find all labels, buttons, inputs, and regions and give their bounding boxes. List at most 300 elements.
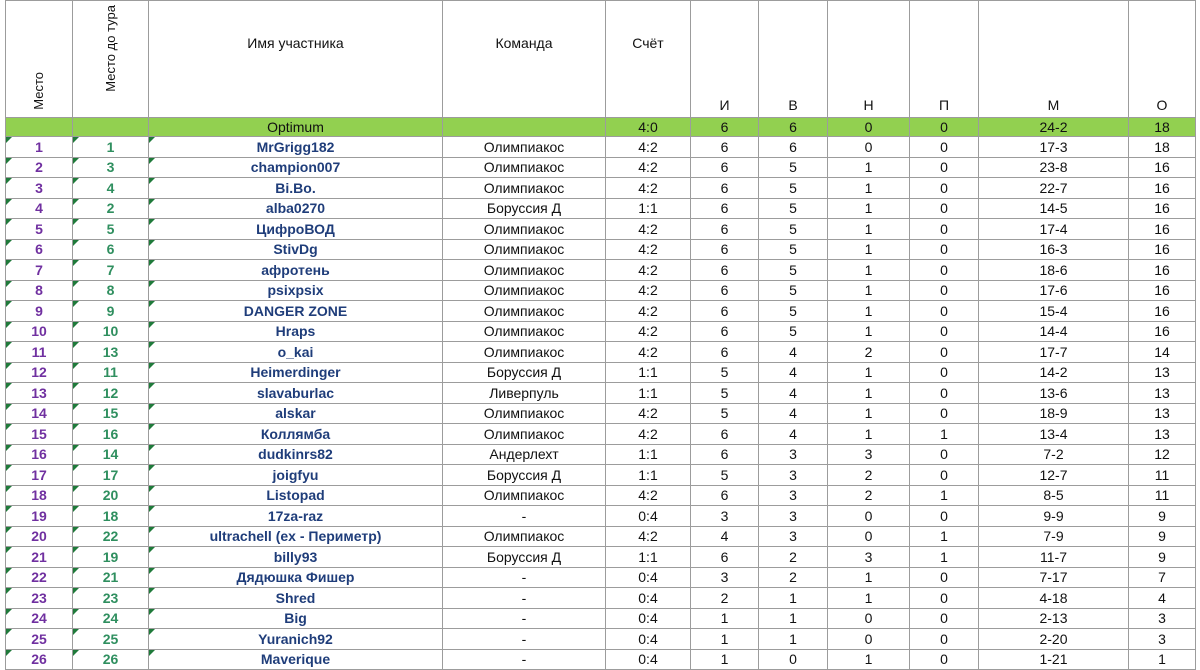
cell-score: 4:2 xyxy=(606,137,691,158)
cell-won: 4 xyxy=(759,342,828,363)
cell-prev-place: 13 xyxy=(73,342,149,363)
cell-won: 4 xyxy=(759,424,828,445)
cell-name: Yuranich92 xyxy=(149,629,443,650)
cell-points: 16 xyxy=(1129,321,1196,342)
cell-drawn: 1 xyxy=(828,239,910,260)
cell-lost: 0 xyxy=(910,629,979,650)
optimum-goals: 24-2 xyxy=(979,118,1129,137)
cell-place: 24 xyxy=(6,608,73,629)
cell-drawn: 3 xyxy=(828,547,910,568)
cell-played: 6 xyxy=(691,321,759,342)
cell-played: 6 xyxy=(691,485,759,506)
cell-points: 13 xyxy=(1129,403,1196,424)
cell-won: 2 xyxy=(759,547,828,568)
cell-place: 2 xyxy=(6,157,73,178)
cell-team: Олимпиакос xyxy=(443,280,606,301)
cell-name: Hraps xyxy=(149,321,443,342)
optimum-points: 18 xyxy=(1129,118,1196,137)
cell-points: 13 xyxy=(1129,362,1196,383)
cell-score: 4:2 xyxy=(606,260,691,281)
cell-drawn: 1 xyxy=(828,198,910,219)
cell-played: 6 xyxy=(691,301,759,322)
cell-prev-place: 14 xyxy=(73,444,149,465)
cell-won: 3 xyxy=(759,485,828,506)
optimum-row xyxy=(6,118,1196,137)
cell-place: 14 xyxy=(6,403,73,424)
cell-goals: 13-4 xyxy=(979,424,1129,445)
cell-won: 5 xyxy=(759,301,828,322)
cell-prev-place: 23 xyxy=(73,588,149,609)
optimum-lost: 0 xyxy=(910,118,979,137)
cell-place: 15 xyxy=(6,424,73,445)
cell-score: 0:4 xyxy=(606,567,691,588)
cell-place: 9 xyxy=(6,301,73,322)
cell-place: 18 xyxy=(6,485,73,506)
cell-name: 17za-raz xyxy=(149,506,443,527)
cell-points: 4 xyxy=(1129,588,1196,609)
cell-points: 16 xyxy=(1129,260,1196,281)
cell-name: Maverique xyxy=(149,649,443,670)
cell-lost: 1 xyxy=(910,424,979,445)
cell-score: 4:2 xyxy=(606,178,691,199)
cell-name: афротень xyxy=(149,260,443,281)
cell-goals: 12-7 xyxy=(979,465,1129,486)
cell-won: 3 xyxy=(759,506,828,527)
cell-lost: 0 xyxy=(910,403,979,424)
cell-played: 6 xyxy=(691,239,759,260)
cell-team: Боруссия Д xyxy=(443,362,606,383)
cell-goals: 2-13 xyxy=(979,608,1129,629)
header-won: В xyxy=(759,1,828,118)
cell-drawn: 0 xyxy=(828,137,910,158)
cell-won: 3 xyxy=(759,465,828,486)
cell-drawn: 1 xyxy=(828,649,910,670)
standings-table xyxy=(5,0,1196,670)
cell-prev-place: 20 xyxy=(73,485,149,506)
cell-name: Shred xyxy=(149,588,443,609)
cell-won: 6 xyxy=(759,137,828,158)
cell-drawn: 1 xyxy=(828,178,910,199)
cell-points: 18 xyxy=(1129,137,1196,158)
cell-points: 16 xyxy=(1129,157,1196,178)
cell-prev-place: 25 xyxy=(73,629,149,650)
cell-score: 1:1 xyxy=(606,444,691,465)
cell-score: 0:4 xyxy=(606,629,691,650)
cell-prev-place: 1 xyxy=(73,137,149,158)
cell-points: 3 xyxy=(1129,608,1196,629)
cell-score: 4:2 xyxy=(606,424,691,445)
cell-team: Ливерпуль xyxy=(443,383,606,404)
cell-lost: 0 xyxy=(910,239,979,260)
cell-prev-place: 16 xyxy=(73,424,149,445)
cell-played: 5 xyxy=(691,383,759,404)
cell-team: Боруссия Д xyxy=(443,547,606,568)
cell-drawn: 1 xyxy=(828,567,910,588)
cell-lost: 0 xyxy=(910,260,979,281)
cell-lost: 0 xyxy=(910,383,979,404)
cell-score: 4:2 xyxy=(606,239,691,260)
cell-prev-place: 22 xyxy=(73,526,149,547)
cell-won: 5 xyxy=(759,178,828,199)
cell-lost: 0 xyxy=(910,342,979,363)
cell-score: 4:2 xyxy=(606,342,691,363)
cell-score: 0:4 xyxy=(606,608,691,629)
cell-played: 6 xyxy=(691,198,759,219)
cell-played: 3 xyxy=(691,567,759,588)
cell-place: 4 xyxy=(6,198,73,219)
cell-goals: 1-21 xyxy=(979,649,1129,670)
cell-place: 12 xyxy=(6,362,73,383)
header-prev-place: Место до тура xyxy=(73,1,149,118)
cell-drawn: 1 xyxy=(828,588,910,609)
cell-place: 8 xyxy=(6,280,73,301)
cell-played: 6 xyxy=(691,342,759,363)
table-row xyxy=(6,157,1196,178)
cell-won: 5 xyxy=(759,260,828,281)
cell-name: StivDg xyxy=(149,239,443,260)
header-place: Место xyxy=(6,1,73,118)
cell-team: Боруссия Д xyxy=(443,465,606,486)
cell-played: 1 xyxy=(691,649,759,670)
cell-goals: 7-2 xyxy=(979,444,1129,465)
cell-team: - xyxy=(443,629,606,650)
table-row xyxy=(6,301,1196,322)
cell-place: 16 xyxy=(6,444,73,465)
cell-score: 0:4 xyxy=(606,506,691,527)
cell-goals: 17-7 xyxy=(979,342,1129,363)
cell-lost: 0 xyxy=(910,588,979,609)
cell-place: 11 xyxy=(6,342,73,363)
cell-place: 10 xyxy=(6,321,73,342)
table-row xyxy=(6,526,1196,547)
cell-name: dudkinrs82 xyxy=(149,444,443,465)
cell-lost: 0 xyxy=(910,465,979,486)
cell-prev-place: 12 xyxy=(73,383,149,404)
cell-points: 12 xyxy=(1129,444,1196,465)
cell-won: 4 xyxy=(759,383,828,404)
table-row xyxy=(6,608,1196,629)
table-row xyxy=(6,588,1196,609)
cell-score: 4:2 xyxy=(606,157,691,178)
cell-points: 11 xyxy=(1129,485,1196,506)
cell-points: 1 xyxy=(1129,649,1196,670)
cell-points: 13 xyxy=(1129,383,1196,404)
cell-name: slavaburlac xyxy=(149,383,443,404)
cell-drawn: 1 xyxy=(828,301,910,322)
cell-place: 13 xyxy=(6,383,73,404)
cell-prev-place: 4 xyxy=(73,178,149,199)
cell-won: 0 xyxy=(759,649,828,670)
cell-played: 6 xyxy=(691,157,759,178)
cell-team: Боруссия Д xyxy=(443,198,606,219)
cell-name: Bi.Bo. xyxy=(149,178,443,199)
cell-name: DANGER ZONE xyxy=(149,301,443,322)
cell-score: 0:4 xyxy=(606,588,691,609)
cell-played: 6 xyxy=(691,444,759,465)
cell-prev-place: 24 xyxy=(73,608,149,629)
cell-name: alskar xyxy=(149,403,443,424)
cell-team: Олимпиакос xyxy=(443,239,606,260)
cell-prev-place: 3 xyxy=(73,157,149,178)
cell-played: 1 xyxy=(691,629,759,650)
cell-score: 0:4 xyxy=(606,649,691,670)
cell-team: Олимпиакос xyxy=(443,178,606,199)
cell-won: 5 xyxy=(759,157,828,178)
cell-goals: 15-4 xyxy=(979,301,1129,322)
cell-drawn: 0 xyxy=(828,608,910,629)
header-points: О xyxy=(1129,1,1196,118)
cell-team: Олимпиакос xyxy=(443,137,606,158)
cell-points: 9 xyxy=(1129,526,1196,547)
cell-place: 21 xyxy=(6,547,73,568)
cell-goals: 9-9 xyxy=(979,506,1129,527)
cell-prev-place: 9 xyxy=(73,301,149,322)
cell-goals: 14-2 xyxy=(979,362,1129,383)
table-row xyxy=(6,260,1196,281)
table-row xyxy=(6,280,1196,301)
optimum-won: 6 xyxy=(759,118,828,137)
cell-goals: 13-6 xyxy=(979,383,1129,404)
cell-team: Олимпиакос xyxy=(443,301,606,322)
cell-drawn: 1 xyxy=(828,383,910,404)
optimum-place xyxy=(6,118,73,137)
cell-score: 1:1 xyxy=(606,362,691,383)
cell-won: 1 xyxy=(759,608,828,629)
cell-score: 4:2 xyxy=(606,526,691,547)
cell-played: 2 xyxy=(691,588,759,609)
cell-place: 26 xyxy=(6,649,73,670)
cell-lost: 1 xyxy=(910,526,979,547)
cell-lost: 0 xyxy=(910,567,979,588)
cell-lost: 0 xyxy=(910,321,979,342)
cell-played: 6 xyxy=(691,547,759,568)
cell-drawn: 1 xyxy=(828,157,910,178)
cell-name: o_kai xyxy=(149,342,443,363)
table-row xyxy=(6,219,1196,240)
cell-played: 5 xyxy=(691,362,759,383)
cell-played: 6 xyxy=(691,280,759,301)
cell-drawn: 1 xyxy=(828,219,910,240)
cell-score: 4:2 xyxy=(606,321,691,342)
cell-place: 19 xyxy=(6,506,73,527)
cell-won: 5 xyxy=(759,239,828,260)
cell-lost: 0 xyxy=(910,649,979,670)
cell-name: psixpsix xyxy=(149,280,443,301)
cell-drawn: 3 xyxy=(828,444,910,465)
cell-points: 16 xyxy=(1129,239,1196,260)
cell-score: 4:2 xyxy=(606,280,691,301)
cell-score: 1:1 xyxy=(606,383,691,404)
cell-played: 6 xyxy=(691,219,759,240)
cell-won: 5 xyxy=(759,321,828,342)
optimum-drawn: 0 xyxy=(828,118,910,137)
cell-goals: 22-7 xyxy=(979,178,1129,199)
cell-prev-place: 11 xyxy=(73,362,149,383)
cell-team: Олимпиакос xyxy=(443,157,606,178)
cell-won: 1 xyxy=(759,629,828,650)
cell-played: 5 xyxy=(691,465,759,486)
cell-lost: 0 xyxy=(910,178,979,199)
cell-lost: 0 xyxy=(910,280,979,301)
table-row xyxy=(6,403,1196,424)
cell-lost: 0 xyxy=(910,157,979,178)
cell-drawn: 1 xyxy=(828,321,910,342)
cell-name: MrGrigg182 xyxy=(149,137,443,158)
cell-drawn: 2 xyxy=(828,485,910,506)
cell-name: joigfyu xyxy=(149,465,443,486)
cell-goals: 16-3 xyxy=(979,239,1129,260)
cell-drawn: 1 xyxy=(828,424,910,445)
cell-lost: 0 xyxy=(910,608,979,629)
table-row xyxy=(6,362,1196,383)
cell-goals: 18-6 xyxy=(979,260,1129,281)
cell-points: 14 xyxy=(1129,342,1196,363)
cell-team: Олимпиакос xyxy=(443,321,606,342)
cell-goals: 4-18 xyxy=(979,588,1129,609)
cell-drawn: 1 xyxy=(828,362,910,383)
table-row xyxy=(6,649,1196,670)
cell-goals: 17-4 xyxy=(979,219,1129,240)
cell-goals: 23-8 xyxy=(979,157,1129,178)
optimum-played: 6 xyxy=(691,118,759,137)
cell-name: Heimerdinger xyxy=(149,362,443,383)
table-row xyxy=(6,198,1196,219)
cell-team: Олимпиакос xyxy=(443,424,606,445)
cell-won: 2 xyxy=(759,567,828,588)
cell-team: - xyxy=(443,649,606,670)
cell-name: ultrachell (ex - Периметр) xyxy=(149,526,443,547)
cell-played: 4 xyxy=(691,526,759,547)
header-name: Имя участника xyxy=(149,1,443,118)
cell-points: 11 xyxy=(1129,465,1196,486)
cell-goals: 14-4 xyxy=(979,321,1129,342)
table-row xyxy=(6,444,1196,465)
cell-place: 1 xyxy=(6,137,73,158)
cell-won: 4 xyxy=(759,362,828,383)
cell-place: 25 xyxy=(6,629,73,650)
cell-drawn: 2 xyxy=(828,465,910,486)
cell-name: Дядюшка Фишер xyxy=(149,567,443,588)
cell-points: 16 xyxy=(1129,219,1196,240)
cell-won: 5 xyxy=(759,219,828,240)
cell-played: 5 xyxy=(691,403,759,424)
cell-place: 3 xyxy=(6,178,73,199)
cell-prev-place: 8 xyxy=(73,280,149,301)
cell-prev-place: 21 xyxy=(73,567,149,588)
cell-drawn: 0 xyxy=(828,506,910,527)
cell-goals: 14-5 xyxy=(979,198,1129,219)
cell-points: 16 xyxy=(1129,280,1196,301)
cell-lost: 0 xyxy=(910,137,979,158)
cell-score: 1:1 xyxy=(606,547,691,568)
header-score: Счёт xyxy=(606,1,691,118)
cell-goals: 18-9 xyxy=(979,403,1129,424)
cell-played: 6 xyxy=(691,178,759,199)
cell-place: 6 xyxy=(6,239,73,260)
cell-drawn: 2 xyxy=(828,342,910,363)
cell-played: 6 xyxy=(691,260,759,281)
cell-won: 3 xyxy=(759,526,828,547)
cell-score: 4:2 xyxy=(606,485,691,506)
cell-points: 7 xyxy=(1129,567,1196,588)
cell-won: 5 xyxy=(759,280,828,301)
cell-team: - xyxy=(443,567,606,588)
cell-won: 4 xyxy=(759,403,828,424)
header-team: Команда xyxy=(443,1,606,118)
cell-lost: 0 xyxy=(910,444,979,465)
cell-score: 4:2 xyxy=(606,403,691,424)
cell-played: 1 xyxy=(691,608,759,629)
cell-score: 4:2 xyxy=(606,219,691,240)
header-drawn: Н xyxy=(828,1,910,118)
optimum-team xyxy=(443,118,606,137)
table-row xyxy=(6,137,1196,158)
cell-place: 22 xyxy=(6,567,73,588)
cell-place: 5 xyxy=(6,219,73,240)
table-row xyxy=(6,424,1196,445)
cell-prev-place: 6 xyxy=(73,239,149,260)
cell-points: 16 xyxy=(1129,178,1196,199)
cell-lost: 0 xyxy=(910,506,979,527)
cell-points: 9 xyxy=(1129,547,1196,568)
header-goals: М xyxy=(979,1,1129,118)
cell-team: - xyxy=(443,608,606,629)
cell-drawn: 0 xyxy=(828,526,910,547)
cell-team: - xyxy=(443,506,606,527)
cell-lost: 1 xyxy=(910,547,979,568)
cell-prev-place: 5 xyxy=(73,219,149,240)
cell-name: billy93 xyxy=(149,547,443,568)
cell-points: 3 xyxy=(1129,629,1196,650)
table-row xyxy=(6,506,1196,527)
cell-won: 1 xyxy=(759,588,828,609)
cell-name: Big xyxy=(149,608,443,629)
cell-drawn: 1 xyxy=(828,260,910,281)
cell-drawn: 1 xyxy=(828,280,910,301)
cell-name: Listopad xyxy=(149,485,443,506)
cell-place: 7 xyxy=(6,260,73,281)
cell-prev-place: 2 xyxy=(73,198,149,219)
cell-goals: 17-6 xyxy=(979,280,1129,301)
cell-lost: 1 xyxy=(910,485,979,506)
cell-team: Олимпиакос xyxy=(443,485,606,506)
cell-place: 20 xyxy=(6,526,73,547)
cell-lost: 0 xyxy=(910,198,979,219)
cell-place: 23 xyxy=(6,588,73,609)
cell-goals: 17-3 xyxy=(979,137,1129,158)
cell-team: Олимпиакос xyxy=(443,403,606,424)
cell-played: 6 xyxy=(691,424,759,445)
cell-team: Андерлехт xyxy=(443,444,606,465)
cell-prev-place: 7 xyxy=(73,260,149,281)
cell-prev-place: 19 xyxy=(73,547,149,568)
cell-points: 16 xyxy=(1129,301,1196,322)
cell-goals: 2-20 xyxy=(979,629,1129,650)
cell-goals: 7-17 xyxy=(979,567,1129,588)
cell-points: 9 xyxy=(1129,506,1196,527)
cell-lost: 0 xyxy=(910,301,979,322)
cell-team: Олимпиакос xyxy=(443,526,606,547)
header-lost: П xyxy=(910,1,979,118)
cell-team: Олимпиакос xyxy=(443,342,606,363)
cell-points: 16 xyxy=(1129,198,1196,219)
cell-goals: 8-5 xyxy=(979,485,1129,506)
table-row xyxy=(6,465,1196,486)
header-played: И xyxy=(691,1,759,118)
cell-name: champion007 xyxy=(149,157,443,178)
cell-goals: 7-9 xyxy=(979,526,1129,547)
cell-score: 1:1 xyxy=(606,198,691,219)
